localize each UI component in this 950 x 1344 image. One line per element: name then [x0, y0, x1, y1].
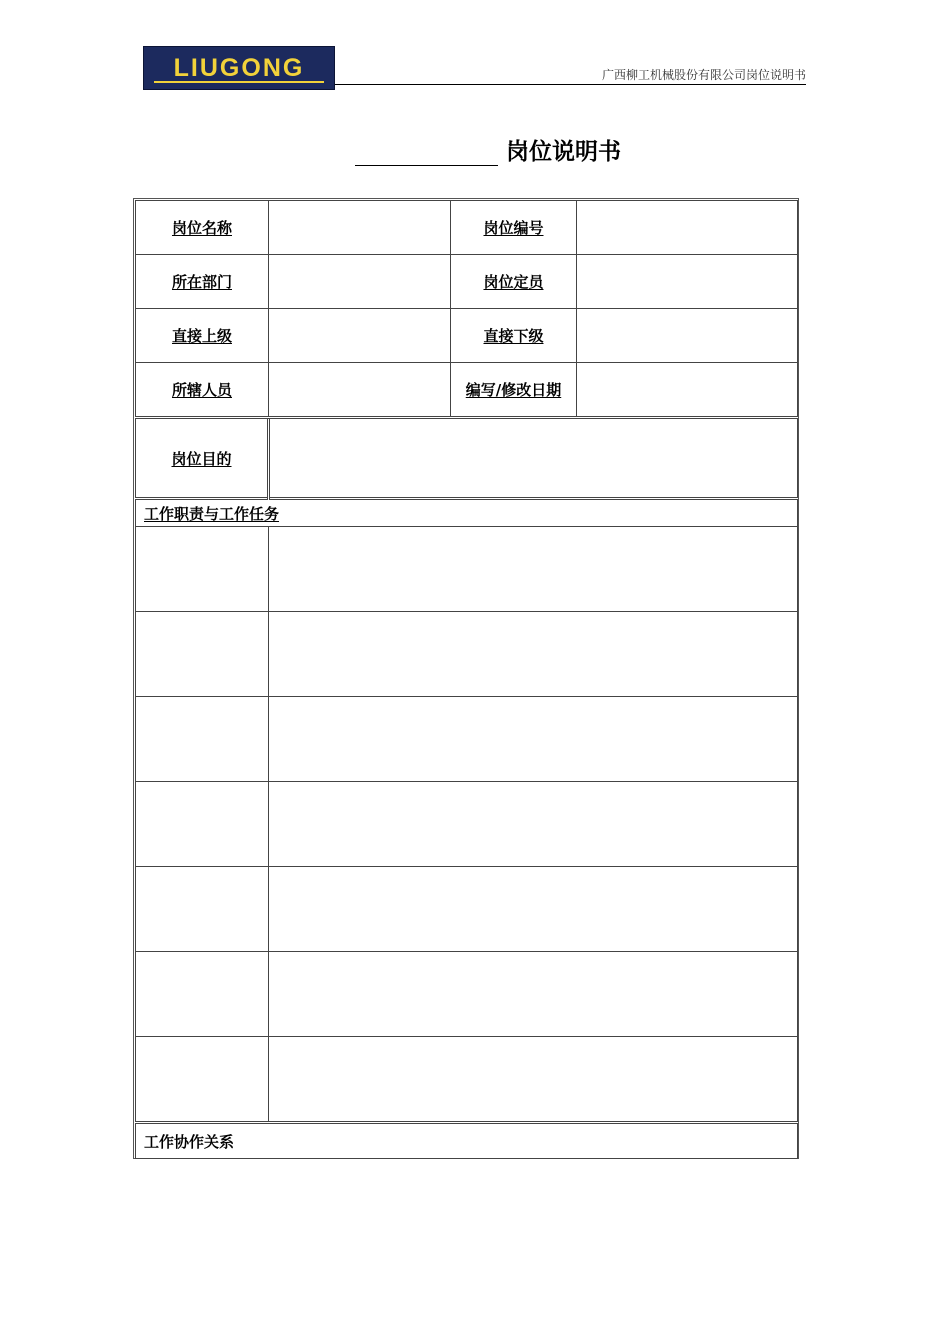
duty-item-label[interactable] — [136, 697, 269, 782]
field-staff-managed[interactable] — [269, 363, 451, 418]
duty-item-label[interactable] — [136, 612, 269, 697]
label-direct-subordinate: 直接下级 — [451, 309, 577, 363]
job-description-form — [135, 200, 798, 1159]
field-direct-superior[interactable] — [269, 309, 451, 363]
liugong-logo-graphic — [144, 47, 334, 89]
field-direct-subordinate[interactable] — [577, 309, 798, 363]
field-department[interactable] — [269, 255, 451, 309]
label-staff-managed: 所辖人员 — [136, 363, 269, 418]
title-blank-line — [355, 141, 498, 166]
duty-item-label[interactable] — [136, 527, 269, 612]
collaboration-header-text: 工作协作关系 — [144, 1132, 235, 1151]
label-position-code: 岗位编号 — [451, 201, 577, 255]
label-position-purpose: 岗位目的 — [136, 418, 269, 499]
label-headcount: 岗位定员 — [451, 255, 577, 309]
label-department: 所在部门 — [136, 255, 269, 309]
duty-item-label[interactable] — [136, 1037, 269, 1123]
form-row-staff — [136, 363, 798, 418]
duty-item-label[interactable] — [136, 867, 269, 952]
duty-item-content[interactable] — [269, 527, 798, 612]
duty-item-content[interactable] — [269, 952, 798, 1037]
logo-text: LIUGONG — [173, 54, 305, 82]
company-logo — [143, 46, 335, 90]
duty-item-content[interactable] — [269, 782, 798, 867]
duty-row — [136, 782, 798, 867]
label-direct-superior: 直接上级 — [136, 309, 269, 363]
duty-item-label[interactable] — [136, 782, 269, 867]
duty-row — [136, 612, 798, 697]
header-company-title: 广西柳工机械股份有限公司岗位说明书 — [601, 68, 806, 82]
field-position-purpose[interactable] — [269, 418, 798, 499]
collaboration-section-header — [136, 1123, 798, 1159]
duty-row — [136, 867, 798, 952]
duty-row — [136, 1037, 798, 1123]
field-position-name[interactable] — [269, 201, 451, 255]
duty-row — [136, 952, 798, 1037]
duty-row — [136, 527, 798, 612]
page-title-text: 岗位说明书 — [506, 139, 621, 165]
duty-item-content[interactable] — [269, 612, 798, 697]
duty-item-content[interactable] — [269, 697, 798, 782]
form-row-purpose — [136, 418, 798, 499]
field-position-code[interactable] — [577, 201, 798, 255]
form-row-supervisor — [136, 309, 798, 363]
duties-header-text: 工作职责与工作任务 — [144, 504, 280, 523]
duty-row — [136, 697, 798, 782]
label-position-name: 岗位名称 — [136, 201, 269, 255]
form-row-department — [136, 255, 798, 309]
duty-item-label[interactable] — [136, 952, 269, 1037]
form-row-position — [136, 201, 798, 255]
duty-item-content[interactable] — [269, 1037, 798, 1123]
page-title — [355, 133, 621, 166]
duty-item-content[interactable] — [269, 867, 798, 952]
header-rule — [335, 84, 806, 85]
field-edit-date[interactable] — [577, 363, 798, 418]
field-headcount[interactable] — [577, 255, 798, 309]
label-edit-date: 编写/修改日期 — [451, 363, 577, 418]
duties-section-header — [136, 499, 798, 527]
